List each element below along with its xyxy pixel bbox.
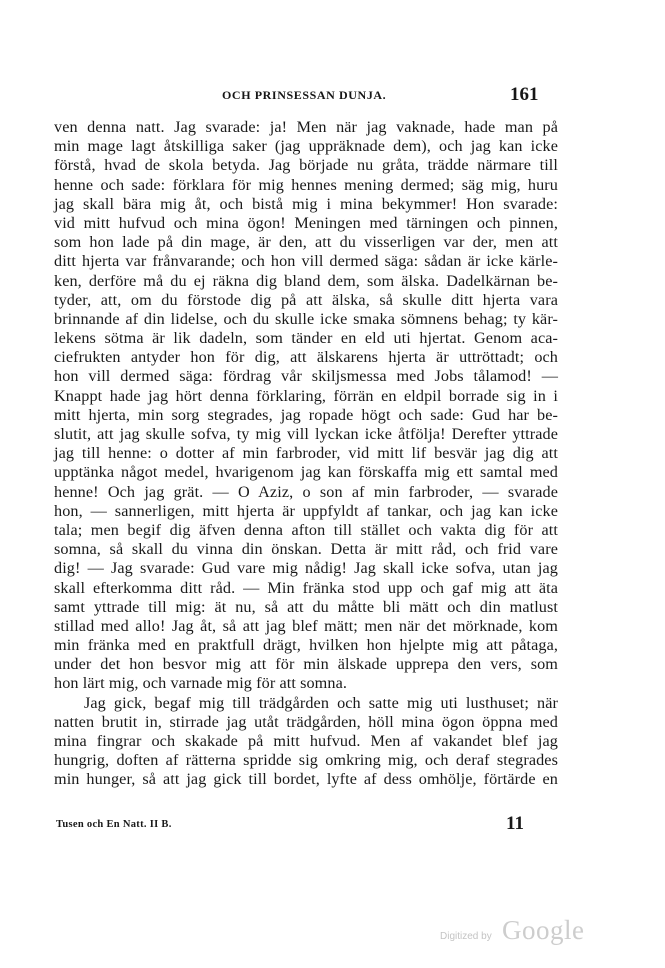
text-line: ven denna natt. Jag svarade: ja! Men när jag vaknade, hade man på — [54, 118, 558, 136]
text-line: lekens sötma är lik dadeln, som tänder en eld uti hjertat. Genom aca- — [54, 329, 558, 348]
text-line: hon, — sannerligen, mitt hjerta är uppfyldt af tankar, och jag kan icke — [54, 501, 558, 520]
text-line: mina fingrar och skakade på mitt hufvud. Men af vakandet blef jag — [54, 732, 558, 750]
text-line: brinnande af din lidelse, och du skulle icke smaka sömnens behag; ty kär- — [54, 309, 558, 328]
text-line: förstå, hvad de skola betyda. Jag började nu gråta, trädde närmare till — [54, 156, 558, 175]
text-line: skall efterkomma ditt råd. — Min fränka stod upp och gaf mig att äta — [54, 578, 558, 597]
text-line: upptänka något medel, hvarigenom jag kan förskaffa mig ett samtal med — [54, 463, 558, 482]
text-line: tala; men begif dig äfven denna afton till stället och vakta dig för att — [54, 520, 558, 539]
text-line: hungrig, doften af rätterna spridde sig omkring mig, och deraf stegrades — [54, 751, 558, 770]
text-line: henne och sade: förklara för mig hennes mening dermed; säg mig, huru — [54, 175, 558, 194]
google-logo: Google — [502, 915, 585, 945]
text-line: somna, så skall du vinna din önskan. Detta är mitt råd, och frid vare — [54, 540, 558, 559]
text-line: hon vill dermed säga: fördrag vår skiljsmessa med Jobs tålamod! — — [54, 367, 558, 386]
page-footer — [0, 813, 665, 839]
text-line: stillad med allo! Jag åt, så att jag blef mätt; men när det mörknade, kom — [54, 616, 558, 635]
signature-mark: Tusen och En Natt. II B. — [56, 819, 172, 830]
running-title: OCH PRINSESSAN DUNJA. — [222, 88, 387, 102]
text-line: dig! — Jag svarade: Gud vare mig nådig! Jag skall icke sofva, utan jag — [54, 559, 558, 578]
text-line: henne! Och jag grät. — O Aziz, o son af min farbroder, — svarade — [54, 482, 558, 501]
text-line: slutit, att jag skulle sofva, ty mig vill lyckan icke åtfölja! Derefter yttrade — [54, 425, 558, 443]
text-line: min fränka med en praktfull drägt, hvilken hon hjelpte mig att påtaga, — [54, 636, 558, 655]
signature-number: 11 — [506, 813, 524, 834]
text-line: Knappt hade jag hört denna förklaring, förrän en eldpil borrade sig in i — [54, 386, 558, 405]
page-number: 161 — [510, 84, 539, 105]
text-line: som hon lade på din mage, är den, att du visserligen var der, men att — [54, 233, 558, 252]
text-line: natten brutit in, stirrade jag utåt trädgården, höll mina ögon öppna med — [54, 712, 558, 731]
digitized-by-label: Digitized by — [440, 931, 492, 942]
text-line: min hunger, så att jag gick till bordet, lyfte af dess omhölje, förtärde en — [54, 770, 558, 789]
paragraph-end-line: hon lärt mig, och varnade mig för att somna. — [54, 674, 348, 693]
text-line: under det hon besvor mig att för min älskade upprepa den vers, som — [54, 655, 558, 674]
text-line: mitt hjerta, min sorg stegrades, jag ropade högt och sade: Gud har be- — [54, 405, 558, 424]
text-line: jag skall bära mig åt, och bistå mig i mina bekymmer! Hon svarade: — [54, 194, 558, 213]
text-line: samt yttrade till mig: ät nu, så att du måtte bli mätt och din matlust — [54, 597, 558, 616]
text-line: jag till henne: o dotter af min farbroder, vid mitt lif besvär jag dig att — [54, 444, 558, 463]
body-text — [54, 118, 558, 790]
paragraph-start-line: Jag gick, begaf mig till trädgården och satte mig uti lusthuset; när — [84, 693, 558, 712]
text-line: min mage lagt åtskilliga saker (jag uppräknade dem), och jag kan icke — [54, 137, 558, 156]
text-line: ken, derföre må du ej räkna dig bland dem, som älska. Dadelkärnan be- — [54, 271, 558, 290]
running-head — [0, 84, 665, 108]
text-line: ciefrukten antyder hon för dig, att älskarens hjerta är uttröttadt; och — [54, 348, 558, 367]
text-line: tyder, att, om du förstode dig på att älska, så skulle ditt hjerta vara — [54, 290, 558, 309]
text-line: ditt hjerta var frånvarande; och hon vill dermed säga: sådan är icke kärle- — [54, 252, 558, 271]
text-line: vid mitt hufvud och mina ögon! Meningen med tärningen och pinnen, — [54, 213, 558, 232]
